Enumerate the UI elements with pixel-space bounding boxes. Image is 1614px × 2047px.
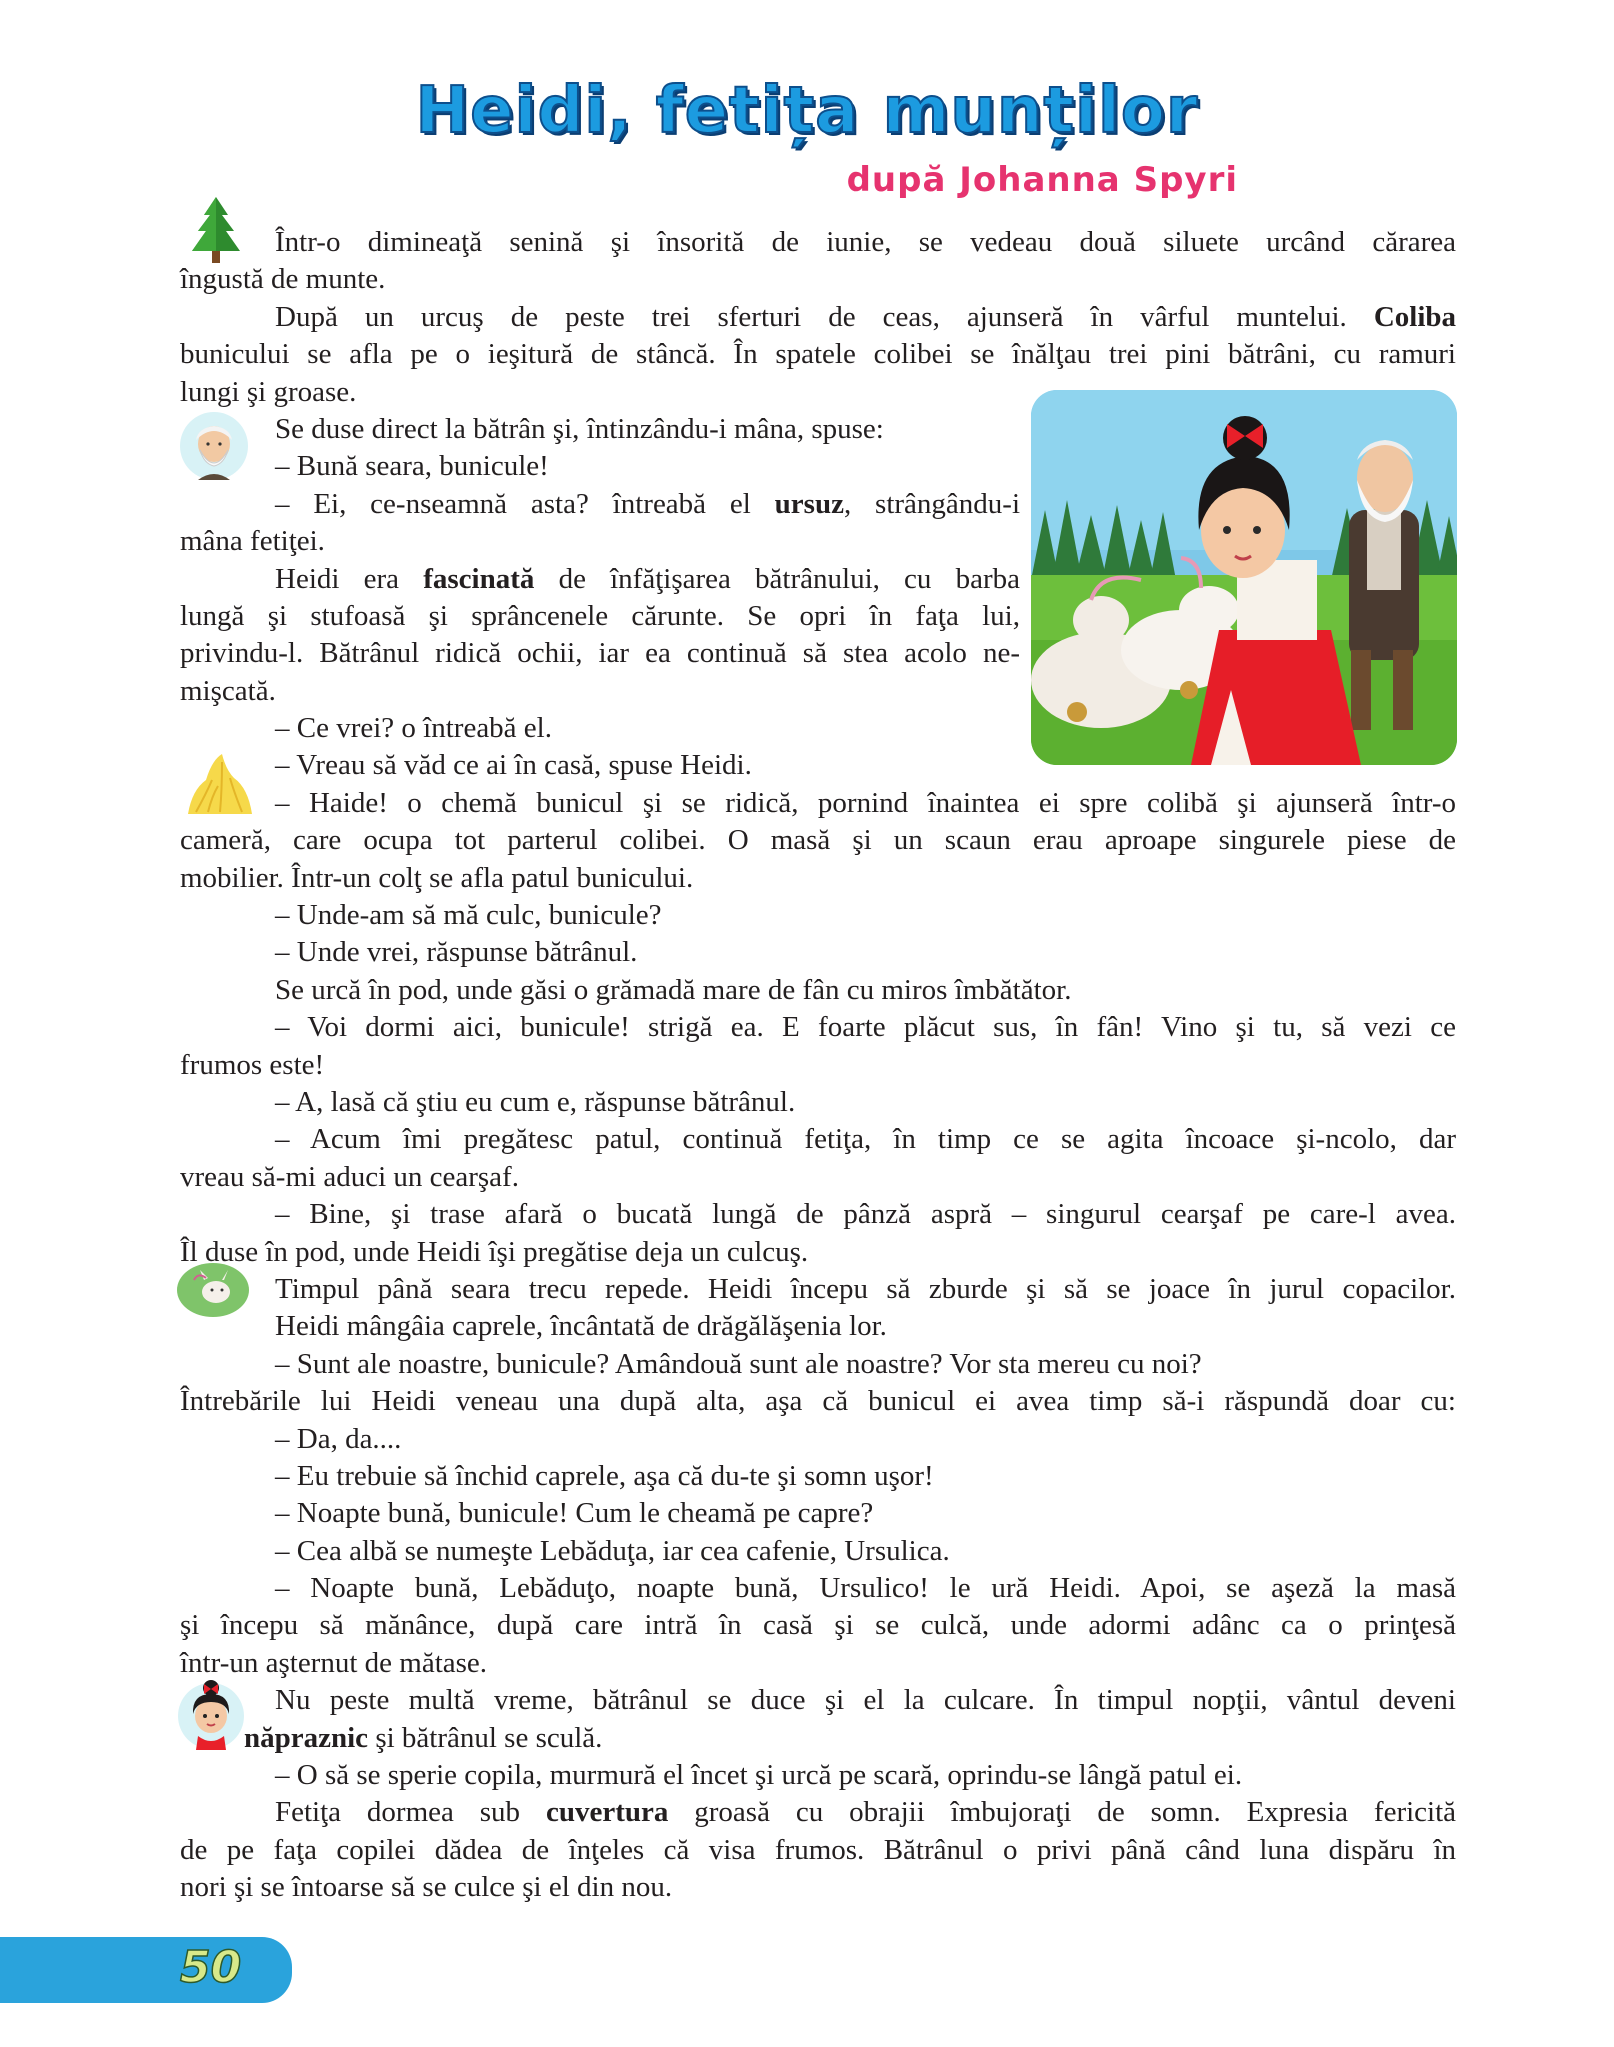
text-line: Nu peste multă vreme, bătrânul se duce şi el la culcare. În timpul nopţii, vântul deveni xyxy=(275,1684,1456,1717)
text-line: – A, lasă că ştiu eu cum e, răspunse bătrânul. xyxy=(275,1085,796,1118)
text-line: – O să se sperie copila, murmură el încet şi urcă pe scară, oprindu-se lângă patul ei. xyxy=(275,1759,1243,1792)
text-line: – Noapte bună, Lebăduţo, noapte bună, Ursulico! le ură Heidi. Apoi, se aşeză la masă xyxy=(275,1572,1456,1605)
bold-word: ursuz xyxy=(774,487,844,520)
text-line: Fetiţa dormea sub cuvertura groasă cu obrajii îmbujoraţi de somn. Expresia fericită xyxy=(275,1796,1457,1829)
text-line: – Acum îmi pregătesc patul, continuă fetiţa, în timp ce se agita încoace şi-ncolo, dar xyxy=(275,1123,1456,1156)
author-credit: după Johanna Spyri xyxy=(846,160,1238,200)
text-line: îngustă de munte. xyxy=(180,263,386,296)
text-line: privindu-l. Bătrânul ridică ochii, iar ea continuă să stea acolo ne- xyxy=(180,637,1020,670)
text-line: – Haide! o chemă bunicul şi se ridică, pornind înaintea ei spre colibă şi ajunseră într-o xyxy=(275,786,1456,819)
text-line: – Bine, şi trase afară o bucată lungă de pânză aspră – singurul cearşaf pe care-l avea. xyxy=(275,1198,1456,1231)
text-line: – Vreau să văd ce ai în casă, spuse Heidi. xyxy=(275,749,752,782)
text-line: mobilier. Într-un colţ se afla patul bunicului. xyxy=(180,861,694,894)
text-line: Îl duse în pod, unde Heidi îşi pregătise deja un culcuş. xyxy=(180,1235,809,1268)
text-line: – Eu trebuie să închid caprele, aşa că du-te şi somn uşor! xyxy=(275,1459,934,1492)
story-text xyxy=(180,224,1456,1907)
text-line: Heidi mângâia caprele, încântată de drăgălăşenia lor. xyxy=(275,1310,887,1343)
text-line: Întrebările lui Heidi veneau una după alta, aşa că bunicul ei avea timp să-i răspundă doar cu: xyxy=(180,1385,1456,1418)
text-line: năpraznic şi bătrânul se sculă. xyxy=(244,1721,603,1754)
bold-word: cuvertura xyxy=(545,1796,669,1829)
text-line: – Ei, ce-nseamnă asta? întreabă el ursuz, strângându-i xyxy=(275,487,1021,520)
text-line: nori şi se întoarse să se culce şi el din nou. xyxy=(180,1871,673,1904)
text-line: Timpul până seara trecu repede. Heidi începu să zburde şi să se joace în jurul copacilor. xyxy=(275,1272,1456,1305)
page-number: 50 xyxy=(180,1942,242,1993)
text-line: Heidi era fascinată de înfăţişarea bătrânului, cu barba xyxy=(275,562,1020,595)
text-line: Se urcă în pod, unde găsi o grămadă mare de fân cu miros îmbătător. xyxy=(275,973,1072,1006)
text-line: mişcată. xyxy=(180,674,276,707)
bold-word: fascinată xyxy=(423,562,535,595)
text-line: După un urcuş de peste trei sferturi de ceas, ajunseră în vârful muntelui. Coliba xyxy=(275,300,1456,333)
text-line: Într-o dimineaţă senină şi însorită de iunie, se vedeau două siluete urcând cărarea xyxy=(275,226,1456,258)
text-line: – Unde vrei, răspunse bătrânul. xyxy=(275,936,638,969)
text-line: – Cea albă se numeşte Lebăduţa, iar cea cafenie, Ursulica. xyxy=(275,1534,950,1567)
text-line: – Unde-am să mă culc, bunicule? xyxy=(275,899,662,932)
text-line: – Voi dormi aici, bunicule! strigă ea. E foarte plăcut sus, în fân! Vino şi tu, să vezi ce xyxy=(275,1011,1456,1044)
text-line: de pe faţa copilei dădea de înţeles că visa frumos. Bătrânul o privi până când luna dispăru în xyxy=(180,1833,1456,1866)
bold-word: năpraznic xyxy=(244,1721,369,1754)
text-line: frumos este! xyxy=(180,1048,325,1081)
text-line: – Bună seara, bunicule! xyxy=(275,450,549,483)
page-number-tab xyxy=(0,1937,292,2003)
bold-word: Coliba xyxy=(1373,300,1456,333)
text-line: într-un aşternut de mătase. xyxy=(180,1646,488,1679)
page-title: Heidi, fetița munților xyxy=(415,74,1199,148)
text-line: mâna fetiţei. xyxy=(180,525,325,558)
text-line: Se duse direct la bătrân şi, întinzându-i mâna, spuse: xyxy=(275,412,884,445)
text-line: – Sunt ale noastre, bunicule? Amândouă sunt ale noastre? Vor sta mereu cu noi? xyxy=(275,1347,1202,1380)
text-line: lungi şi groase. xyxy=(180,375,357,408)
text-line: – Noapte bună, bunicule! Cum le cheamă pe capre? xyxy=(275,1497,874,1530)
text-line: lungă şi stufoasă şi sprâncenele cărunte. Se opri în faţa lui, xyxy=(180,599,1020,632)
text-line: bunicului se afla pe o ieşitură de stâncă. În spatele colibei se înălţau trei pini bătrâni, cu ramuri xyxy=(180,338,1456,371)
text-line: cameră, care ocupa tot parterul colibei. O masă şi un scaun erau aproape singurele piese de xyxy=(180,824,1456,857)
text-line: – Da, da.... xyxy=(275,1422,402,1455)
text-line: vreau să-mi aduci un cearşaf. xyxy=(180,1160,519,1193)
text-line: – Ce vrei? o întreabă el. xyxy=(275,712,552,745)
text-line: şi începu să mănânce, după care intră în casă şi se culcă, unde adormi adânc ca o prinţesă xyxy=(180,1609,1456,1642)
